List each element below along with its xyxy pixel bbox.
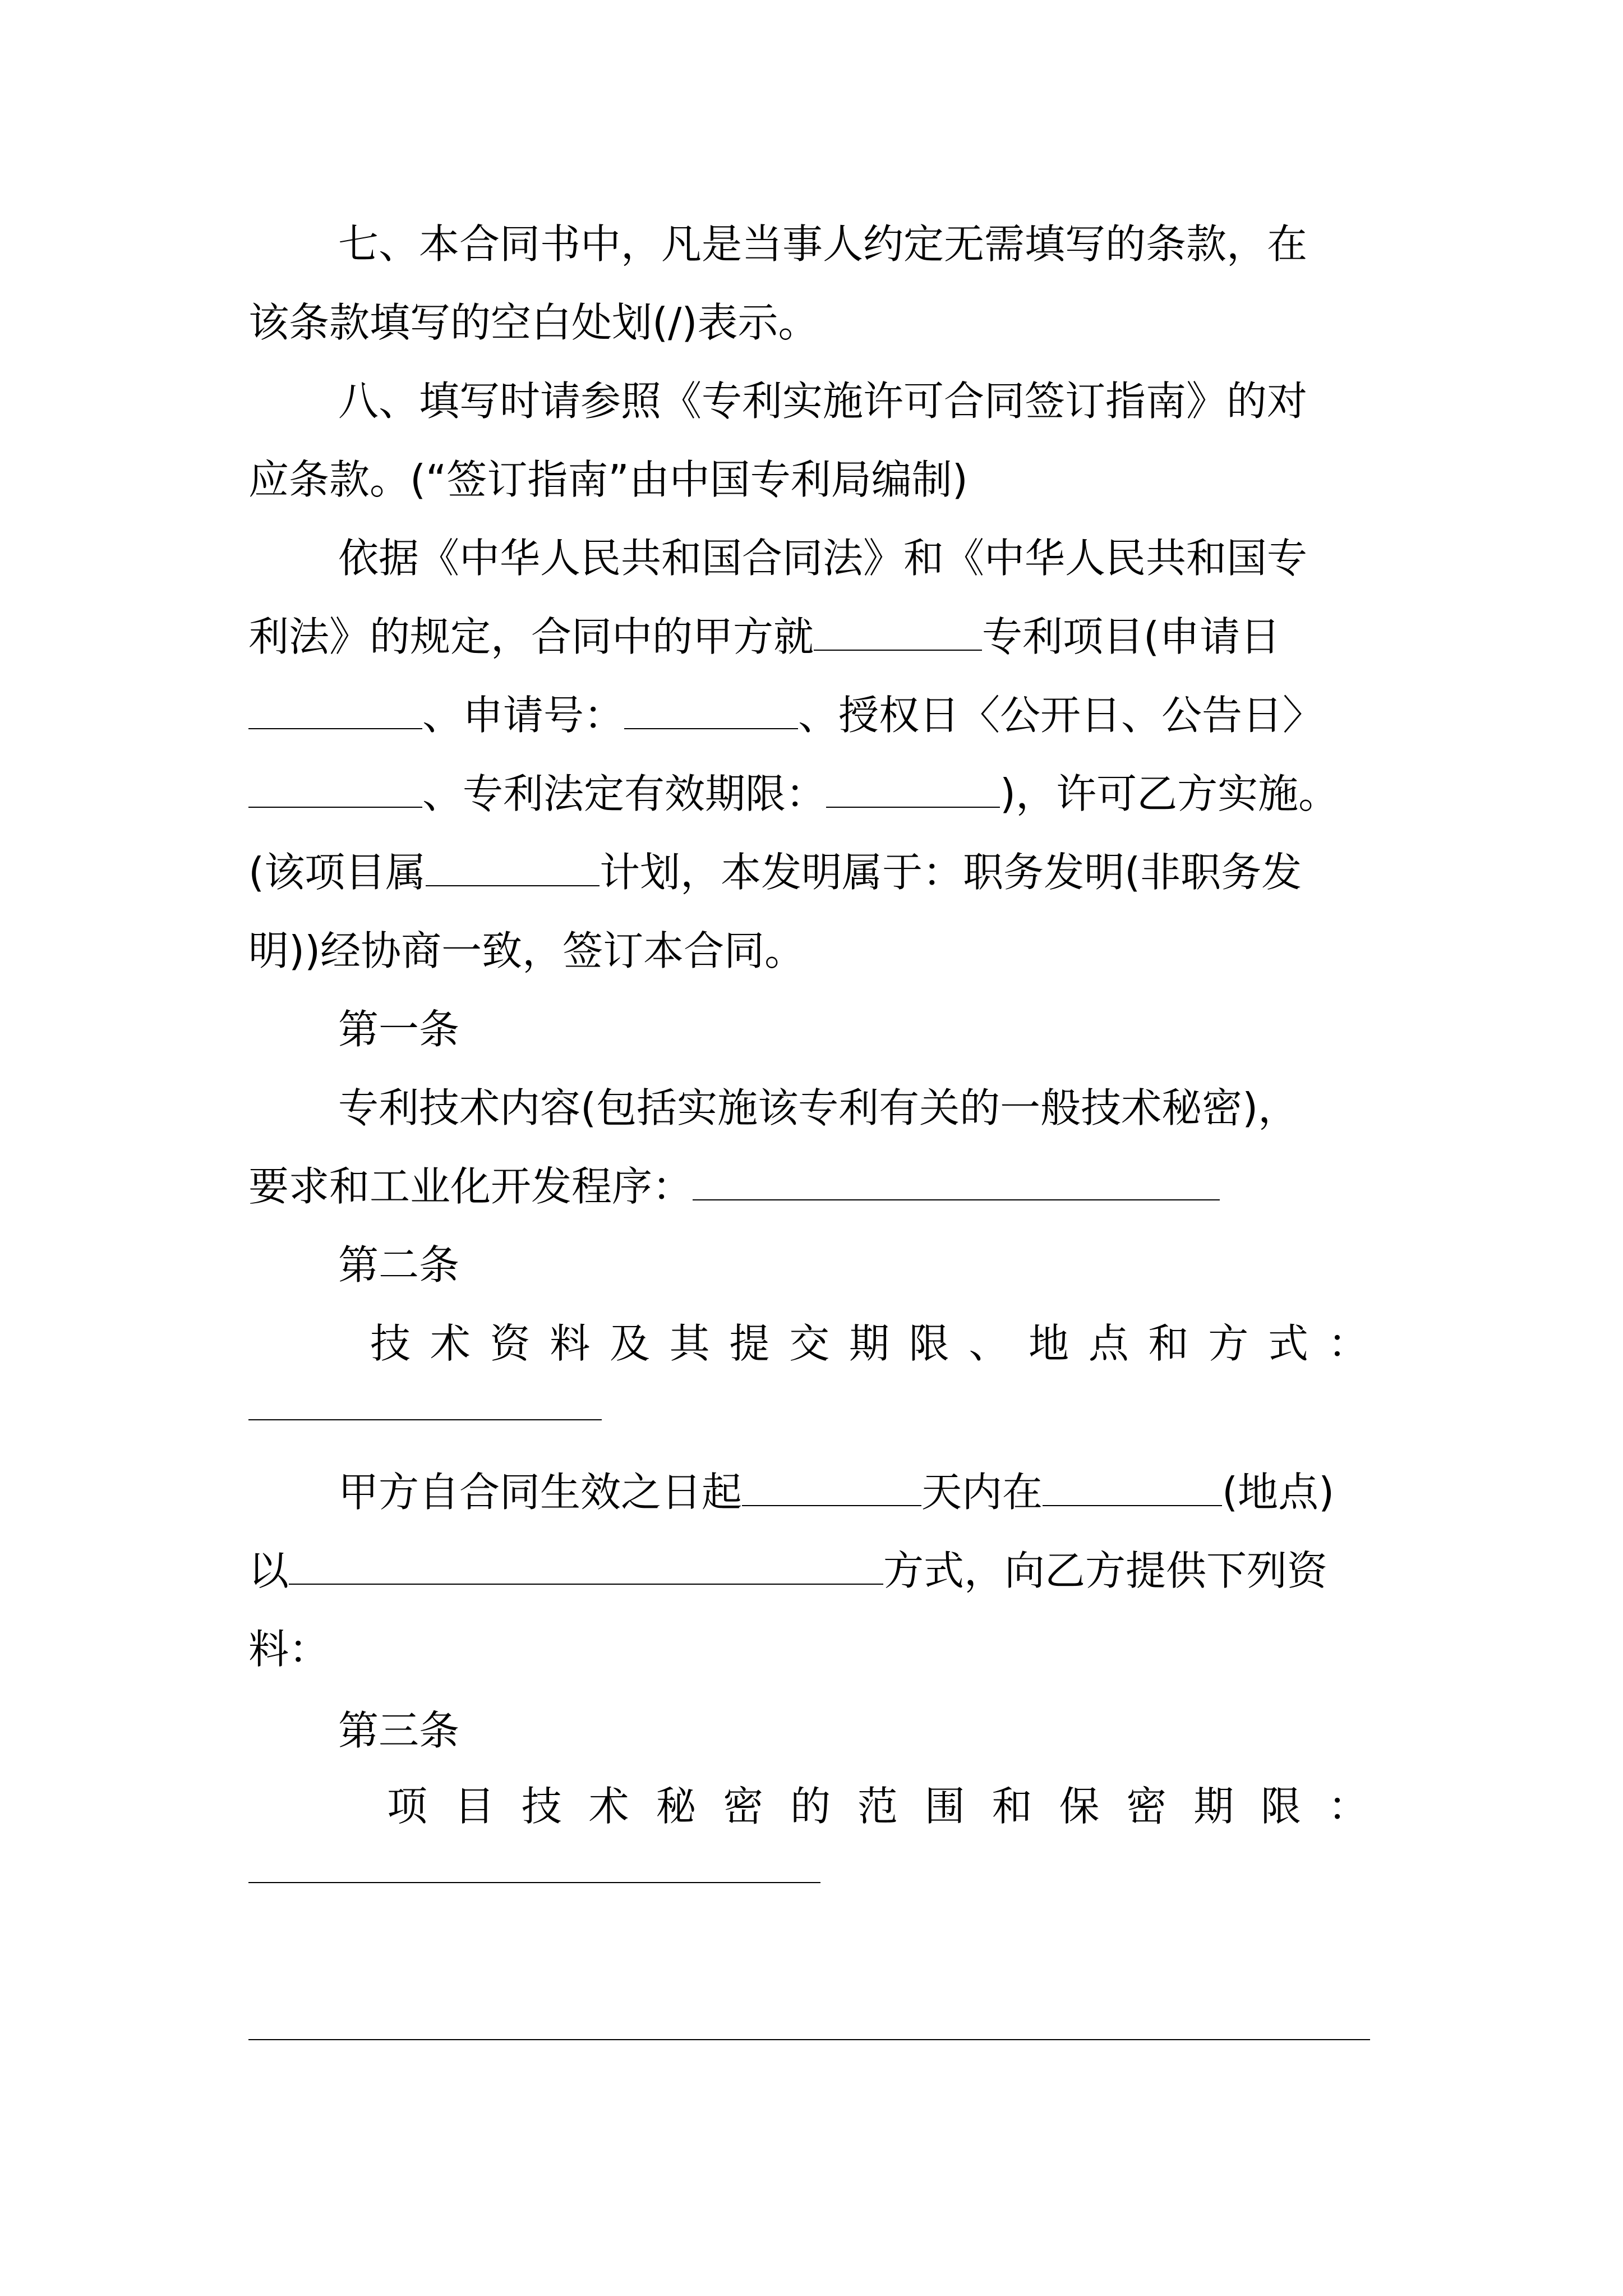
basis-line-3-text-b: 、授权日〈公开日、公告日〉 [798, 692, 1324, 739]
item-7-line-1: 七、本合同书中，凡是当事人约定无需填写的条款，在 [338, 220, 1308, 268]
article-3-heading-blank[interactable] [248, 1882, 820, 1883]
article-3-heading-char: 限 [1260, 1783, 1301, 1830]
article-2-title: 第二条 [338, 1241, 460, 1289]
article-3-heading-char: 期 [1193, 1783, 1234, 1830]
article-2-para-text-c: (地点) [1222, 1469, 1335, 1516]
article-2-para-line-1 [338, 1461, 1387, 1523]
basis-line-5 [248, 841, 1387, 903]
basis-line-4 [248, 763, 1387, 825]
basis-line-5-text-a: (该项目属 [248, 849, 426, 896]
basis-line-1: 依据《中华人民共和国合同法》和《中华人民共和国专 [338, 535, 1308, 582]
article-2-heading-char: 、 [969, 1320, 1009, 1367]
article-2-heading-char: 术 [430, 1320, 471, 1367]
basis-line-2-text-a: 利法》的规定，合同中的甲方就 [248, 613, 814, 660]
article-2-para-line-3: 料： [248, 1626, 330, 1673]
article-2-heading-char: 提 [729, 1320, 770, 1367]
basis-line-4-text-a: 、专利法定有效期限： [422, 770, 827, 817]
article-1-title: 第一条 [338, 1006, 460, 1053]
basis-line-3-text-a: 、申请号： [422, 692, 625, 739]
article-2-heading-char: 技 [370, 1320, 411, 1367]
article-1-line-2-text: 要求和工业化开发程序： [248, 1163, 693, 1210]
article-3-heading-char: 密 [723, 1783, 764, 1830]
article-3-heading-char: 的 [790, 1783, 831, 1830]
article-3-heading-char: 和 [992, 1783, 1032, 1830]
article-2-heading-blank[interactable] [248, 1419, 602, 1420]
item-8-line-1: 八、填写时请参照《专利实施许可合同签订指南》的对 [338, 378, 1308, 425]
article-2-heading-char: 料 [550, 1320, 591, 1367]
patent-project-blank[interactable] [814, 609, 982, 651]
article-3-heading-char: 术 [588, 1783, 629, 1830]
grant-date-blank[interactable] [248, 766, 422, 808]
application-date-blank[interactable] [248, 688, 422, 729]
delivery-method-blank[interactable] [289, 1543, 883, 1585]
article-2-para-text-d: 以 [248, 1547, 289, 1594]
application-number-blank[interactable] [624, 688, 798, 729]
article-2-heading-char: 期 [849, 1320, 889, 1367]
development-procedure-blank[interactable] [693, 1159, 1220, 1200]
article-3-content-blank[interactable] [248, 2039, 1370, 2040]
article-3-title: 第三条 [338, 1707, 460, 1754]
article-2-heading-char: 及 [609, 1320, 650, 1367]
article-2-heading-char: 其 [669, 1320, 710, 1367]
article-3-heading-char: 密 [1126, 1783, 1167, 1830]
basis-line-3 [248, 684, 1387, 746]
location-blank[interactable] [1043, 1465, 1222, 1506]
article-1-line-2 [248, 1156, 1387, 1217]
basis-line-6: 明))经协商一致，签订本合同。 [248, 927, 805, 974]
article-2-para-text-e: 方式，向乙方提供下列资 [883, 1547, 1328, 1594]
basis-line-2 [248, 606, 1387, 668]
article-2-heading-char: ： [1327, 1320, 1368, 1367]
article-3-heading-char: 秘 [656, 1783, 697, 1830]
article-1-line-1: 专利技术内容(包括实施该专利有关的一般技术秘密)， [338, 1084, 1299, 1131]
item-8-line-2: 应条款。(“签订指南”由中国专利局编制) [248, 456, 968, 503]
item-7-line-2: 该条款填写的空白处划(/)表示。 [248, 299, 819, 346]
article-2-para-line-2 [248, 1540, 1387, 1602]
article-3-heading-char: 目 [454, 1783, 495, 1830]
article-3-heading-char: ： [1327, 1783, 1368, 1830]
basis-line-4-text-b: )，许可乙方实施。 [1000, 770, 1339, 817]
basis-line-2-text-b: 专利项目(申请日 [982, 613, 1281, 660]
article-2-heading-char: 限 [909, 1320, 949, 1367]
article-2-heading-char: 式 [1268, 1320, 1309, 1367]
article-2-heading-char: 点 [1088, 1320, 1129, 1367]
article-2-heading-char: 方 [1208, 1320, 1249, 1367]
article-2-heading-char: 交 [789, 1320, 830, 1367]
article-3-heading [387, 1775, 1368, 1837]
article-3-heading-char: 围 [924, 1783, 965, 1830]
basis-line-5-text-b: 计划，本发明属于：职务发明(非职务发 [600, 849, 1302, 896]
article-3-heading-char: 技 [521, 1783, 562, 1830]
article-2-heading-char: 和 [1148, 1320, 1189, 1367]
article-3-heading-char: 项 [387, 1783, 428, 1830]
days-blank[interactable] [742, 1465, 921, 1506]
validity-period-blank[interactable] [826, 766, 1000, 808]
article-2-heading-char: 资 [490, 1320, 531, 1367]
article-3-heading-char: 保 [1059, 1783, 1100, 1830]
article-2-para-text-b: 天内在 [921, 1469, 1043, 1516]
article-2-heading [370, 1313, 1368, 1374]
plan-blank[interactable] [426, 845, 600, 886]
article-2-heading-char: 地 [1029, 1320, 1069, 1367]
article-3-heading-char: 范 [857, 1783, 898, 1830]
article-2-para-text-a: 甲方自合同生效之日起 [338, 1469, 743, 1516]
